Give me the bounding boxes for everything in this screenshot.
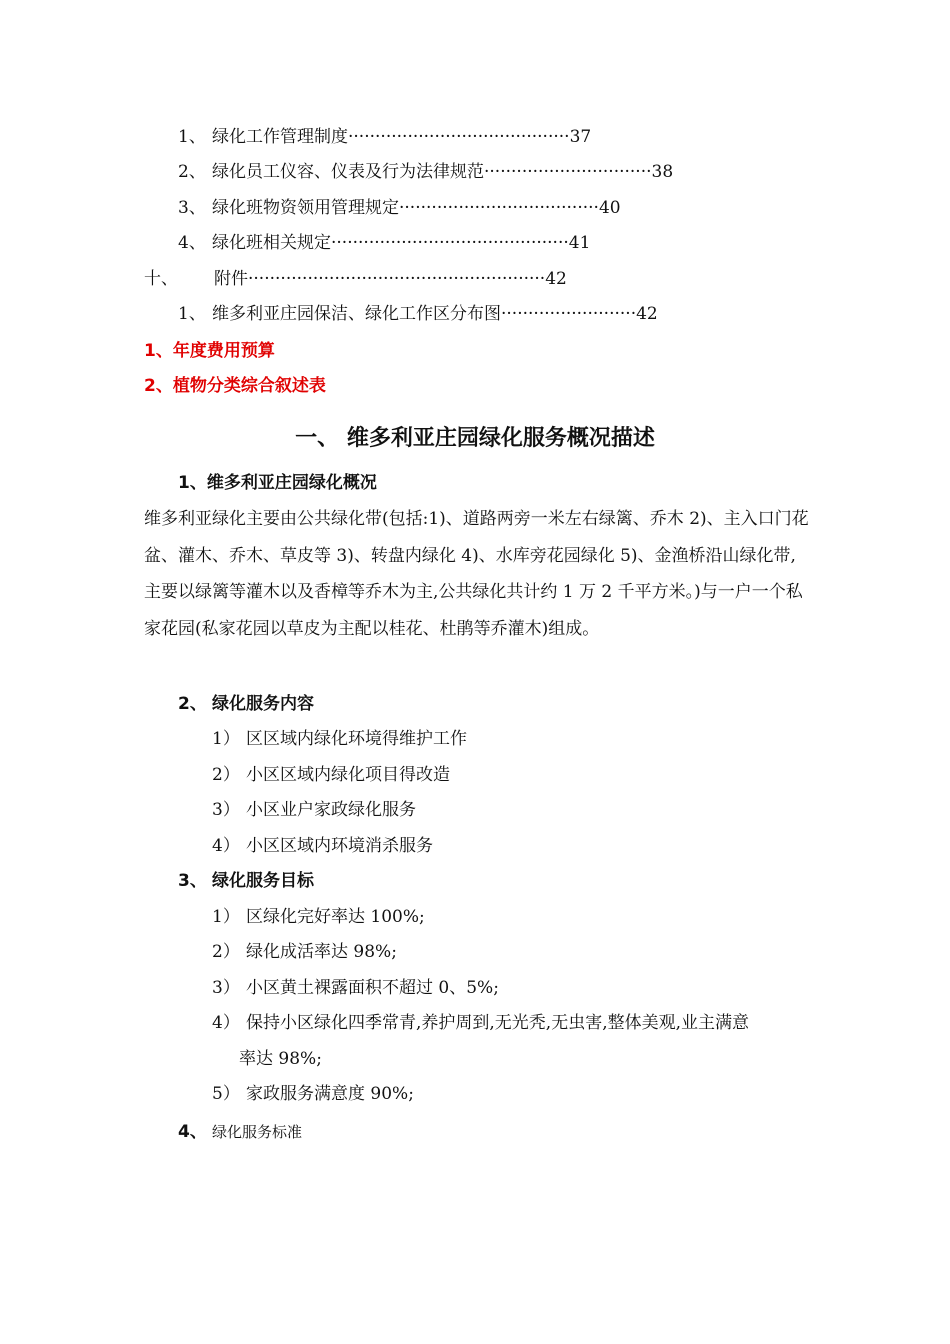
list-text: 小区业户家政绿化服务: [246, 800, 416, 820]
list-text: 小区区域内绿化项目得改造: [246, 765, 450, 785]
toc-title: 绿化工作管理制度: [212, 127, 348, 147]
list-text: 区绿化完好率达 100%;: [246, 907, 425, 927]
toc-number: 1、: [178, 127, 206, 147]
toc-entry[interactable]: [178, 232, 590, 254]
subsection-title: 绿化服务标准: [212, 1123, 303, 1141]
red-item-annual-budget: 1、年度费用预算: [144, 341, 275, 361]
overview-paragraph: 维多利亚绿化主要由公共绿化带(包括:1)、道路两旁一米左右绿篱、乔木 2)、主入口门花盆、灌木、乔木、草皮等 3)、转盘内绿化 4)、水库旁花园绿化 5)、金渔桥沿山绿化带,主要以绿篱等灌木以及香樟等乔木为主,公共绿化共计约 1 万 2 千平方米。)与一户一个私家花园(私家花园以草皮为主配以桂花、杜鹃等乔灌木)组成。: [144, 509, 809, 639]
list-item: [212, 764, 450, 786]
toc-page: 40: [598, 198, 621, 218]
list-item: [212, 728, 467, 750]
list-number: 2）: [212, 942, 240, 962]
toc-page: 37: [569, 127, 592, 147]
toc-number: 3、: [178, 198, 206, 218]
toc-page: 41: [568, 233, 591, 253]
list-number: 3）: [212, 800, 240, 820]
toc-entry[interactable]: [144, 268, 567, 290]
list-item: [212, 835, 433, 857]
list-number: 1）: [212, 907, 240, 927]
toc-number: 十、: [144, 269, 178, 289]
toc-leader: ············································: [331, 233, 569, 253]
list-text: 小区黄土裸露面积不超过 0、5%;: [246, 978, 499, 998]
toc-page: 42: [545, 269, 567, 289]
subsection-title: 1、维多利亚庄园绿化概况: [178, 473, 377, 493]
list-item: [212, 1083, 414, 1105]
subsection-title: 绿化服务目标: [212, 871, 314, 891]
toc-entry[interactable]: [178, 303, 658, 325]
section-heading: 一、 维多利亚庄园绿化服务概况描述: [295, 426, 655, 451]
list-number: 4）: [212, 1013, 240, 1033]
red-item-plant-table: 2、植物分类综合叙述表: [144, 376, 326, 396]
toc-number: 2、: [178, 162, 206, 182]
list-text: 绿化成活率达 98%;: [246, 942, 397, 962]
list-item-continuation: 率达 98%;: [239, 1049, 322, 1069]
toc-title: 绿化班相关规定: [212, 233, 331, 253]
toc-title: 维多利亚庄园保洁、绿化工作区分布图: [212, 304, 501, 324]
list-item: [212, 977, 499, 999]
list-number: 5）: [212, 1084, 240, 1104]
subsection-number: 3、: [178, 871, 207, 891]
toc-entry[interactable]: [178, 197, 621, 219]
toc-page: 38: [651, 162, 674, 182]
subsection-title: 绿化服务内容: [212, 694, 314, 714]
toc-page: 42: [636, 304, 658, 324]
list-number: 1）: [212, 729, 240, 749]
subsection-heading: [178, 870, 314, 892]
toc-leader: ·········································: [348, 127, 570, 147]
toc-entry[interactable]: [178, 161, 673, 183]
list-item: [212, 799, 416, 821]
list-text: 小区区域内环境消杀服务: [246, 836, 433, 856]
list-item: [212, 1012, 749, 1034]
toc-number: 4、: [178, 233, 206, 253]
subsection-heading: [178, 1121, 302, 1143]
toc-title: 绿化员工仪容、仪表及行为法律规范: [212, 162, 484, 182]
list-item: [212, 941, 397, 963]
subsection-heading: [178, 693, 314, 715]
toc-title: 绿化班物资领用管理规定: [212, 198, 399, 218]
toc-number: 1、: [178, 304, 206, 324]
list-number: 2）: [212, 765, 240, 785]
list-text: 区区域内绿化环境得维护工作: [246, 729, 467, 749]
list-number: 4）: [212, 836, 240, 856]
list-text: 保持小区绿化四季常青,养护周到,无光秃,无虫害,整体美观,业主满意: [246, 1013, 750, 1033]
list-number: 3）: [212, 978, 240, 998]
toc-leader: ·······················································: [248, 269, 546, 289]
toc-title: 附件: [214, 269, 248, 289]
subsection-number: 4、: [178, 1122, 207, 1142]
toc-leader: ·····································: [399, 198, 599, 218]
subsection-number: 2、: [178, 694, 207, 714]
toc-leader: ·························: [501, 304, 637, 324]
list-text: 家政服务满意度 90%;: [246, 1084, 414, 1104]
toc-entry[interactable]: [178, 126, 591, 148]
toc-leader: ·······························: [484, 162, 652, 182]
list-item: [212, 906, 425, 928]
